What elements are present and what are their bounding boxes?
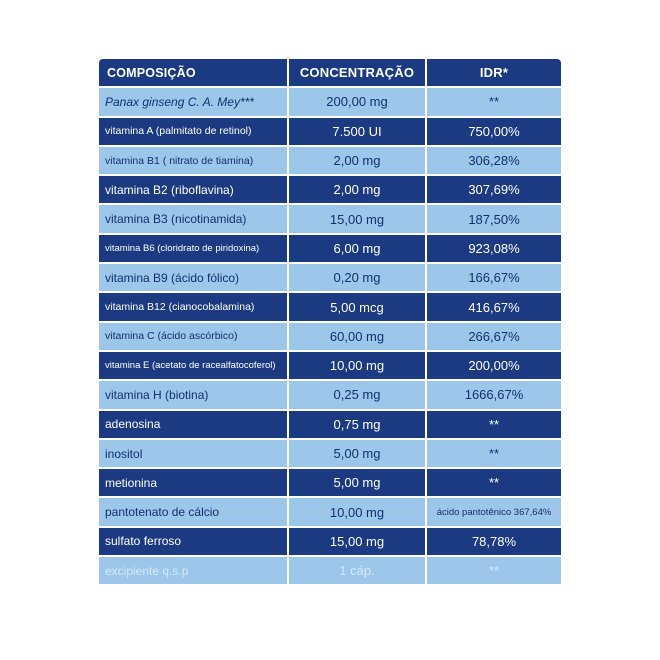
header-composicao: COMPOSIÇÃO — [99, 59, 287, 86]
row-idr: 1666,67% — [427, 381, 561, 408]
row-name: adenosina — [99, 411, 287, 438]
row-name: vitamina B3 (nicotinamida) — [99, 205, 287, 232]
row-idr: 187,50% — [427, 205, 561, 232]
row-name: vitamina E (acetato de racealfatocoferol) — [99, 352, 287, 379]
row-name: vitamina H (biotina) — [99, 381, 287, 408]
header-concentracao: CONCENTRAÇÃO — [289, 59, 425, 86]
row-name: metionina — [99, 469, 287, 496]
row-idr: 200,00% — [427, 352, 561, 379]
row-concentration: 5,00 mcg — [289, 293, 425, 320]
row-concentration: 60,00 mg — [289, 323, 425, 350]
row-concentration: 5,00 mg — [289, 469, 425, 496]
row-idr: ** — [427, 88, 561, 115]
row-concentration: 10,00 mg — [289, 352, 425, 379]
row-concentration: 2,00 mg — [289, 176, 425, 203]
row-idr: 166,67% — [427, 264, 561, 291]
row-name: vitamina B6 (cloridrato de piridoxina) — [99, 235, 287, 262]
row-concentration: 0,75 mg — [289, 411, 425, 438]
row-name: vitamina A (palmitato de retinol) — [99, 118, 287, 145]
row-concentration: 7.500 UI — [289, 118, 425, 145]
row-concentration: 200,00 mg — [289, 88, 425, 115]
row-idr: 923,08% — [427, 235, 561, 262]
row-idr: 750,00% — [427, 118, 561, 145]
header-idr: IDR* — [427, 59, 561, 86]
row-idr: ácido pantotênico 367,64% — [427, 498, 561, 525]
row-concentration: 5,00 mg — [289, 440, 425, 467]
row-concentration: 15,00 mg — [289, 528, 425, 555]
row-name: pantotenato de cálcio — [99, 498, 287, 525]
row-name: excipiente q.s.p — [99, 557, 287, 584]
row-concentration: 0,25 mg — [289, 381, 425, 408]
row-concentration: 2,00 mg — [289, 147, 425, 174]
row-idr: 307,69% — [427, 176, 561, 203]
row-name: vitamina B12 (cianocobalamina) — [99, 293, 287, 320]
row-concentration: 1 cáp. — [289, 557, 425, 584]
row-concentration: 0,20 mg — [289, 264, 425, 291]
row-concentration: 15,00 mg — [289, 205, 425, 232]
composition-table — [99, 59, 561, 584]
row-idr: 416,67% — [427, 293, 561, 320]
row-name: vitamina B2 (riboflavina) — [99, 176, 287, 203]
row-idr: ** — [427, 411, 561, 438]
row-name: sulfato ferroso — [99, 528, 287, 555]
row-idr: 266,67% — [427, 323, 561, 350]
row-name: inositol — [99, 440, 287, 467]
row-name: vitamina C (ácido ascórbico) — [99, 323, 287, 350]
row-idr: ** — [427, 469, 561, 496]
row-concentration: 10,00 mg — [289, 498, 425, 525]
row-name: vitamina B9 (ácido fólico) — [99, 264, 287, 291]
row-idr: 306,28% — [427, 147, 561, 174]
row-idr: ** — [427, 440, 561, 467]
row-concentration: 6,00 mg — [289, 235, 425, 262]
row-idr: ** — [427, 557, 561, 584]
row-name: vitamina B1 ( nitrato de tiamina) — [99, 147, 287, 174]
row-idr: 78,78% — [427, 528, 561, 555]
row-name: Panax ginseng C. A. Mey*** — [99, 88, 287, 115]
